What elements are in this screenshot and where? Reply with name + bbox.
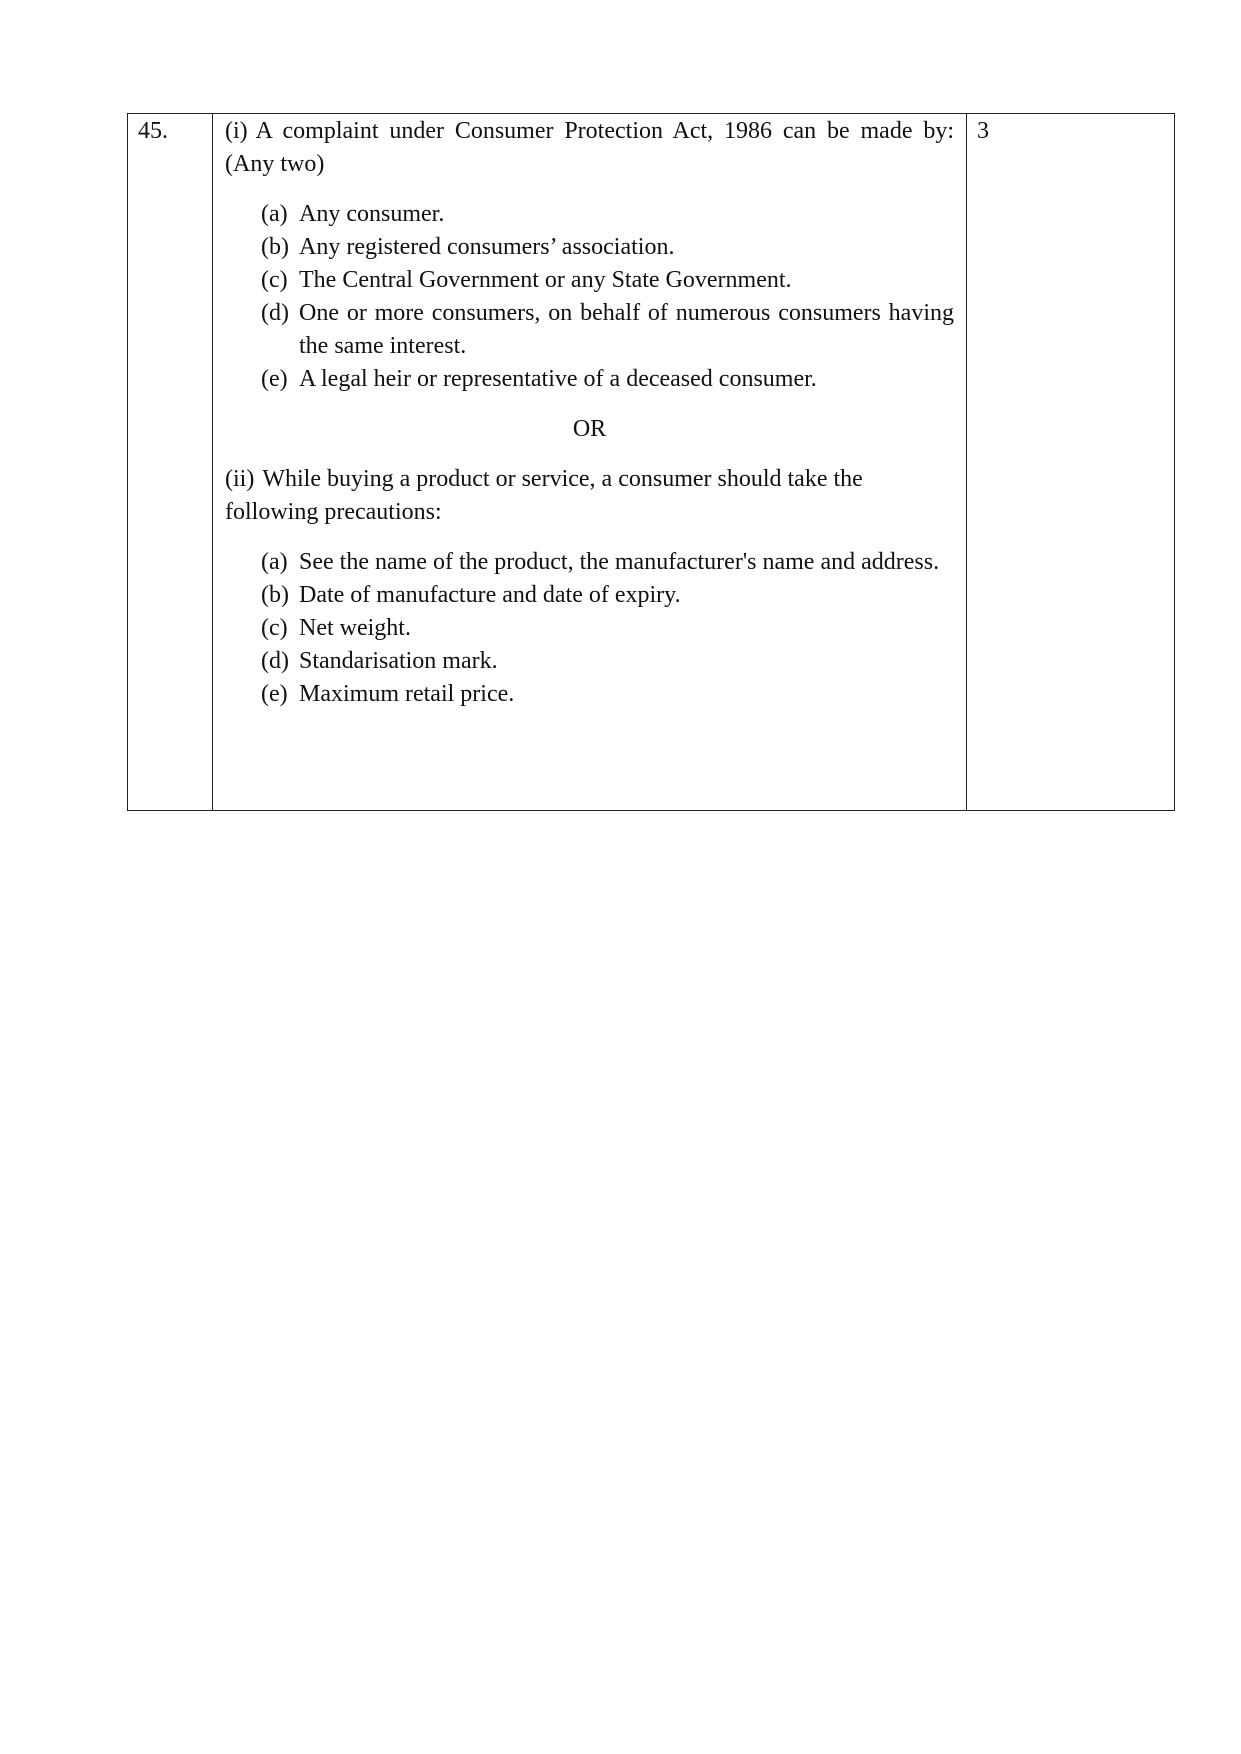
part-ii-text: While buying a product or service, a consumer should take the following precautions: [225, 466, 863, 525]
part-ii-list [261, 546, 954, 711]
or-separator: OR [572, 416, 607, 442]
list-marker: (d) [261, 648, 289, 674]
list-item [261, 678, 954, 711]
list-marker: (a) [261, 201, 288, 227]
list-marker: (b) [261, 234, 289, 260]
list-item [261, 645, 954, 678]
list-item [261, 231, 954, 264]
list-marker: (c) [261, 267, 288, 293]
list-item [261, 198, 954, 231]
list-item-text: Date of manufacture and date of expiry. [299, 582, 681, 608]
question-number: 45. [128, 114, 213, 811]
part-i-list [261, 198, 954, 396]
list-item [261, 264, 954, 297]
list-marker: (e) [261, 681, 288, 707]
list-item-text: Any registered consumers’ association. [299, 234, 675, 260]
list-item-text: A legal heir or representative of a deceased consumer. [299, 366, 817, 392]
list-item [261, 612, 954, 645]
list-marker: (a) [261, 549, 288, 575]
part-i-label: (i) [225, 118, 248, 144]
list-item [261, 546, 954, 579]
marks-cell: 3 [967, 114, 1175, 811]
part-ii-intro [225, 463, 954, 529]
part-i-intro [225, 115, 954, 181]
answer-cell [213, 114, 967, 811]
list-marker: (b) [261, 582, 289, 608]
list-item [261, 579, 954, 612]
list-item-text: Any consumer. [299, 201, 445, 227]
part-ii-label: (ii) [225, 466, 255, 492]
list-item [261, 363, 954, 396]
list-item-text: The Central Government or any State Government. [299, 267, 792, 293]
list-item-text: Maximum retail price. [299, 681, 515, 707]
list-marker: (d) [261, 300, 289, 326]
list-item-text: Standarisation mark. [299, 648, 498, 674]
list-marker: (c) [261, 615, 288, 641]
list-marker: (e) [261, 366, 288, 392]
answer-table [127, 113, 1175, 811]
part-i-text: A complaint under Consumer Protection Act, 1986 can be made by: (Any two) [225, 118, 954, 177]
table-row [128, 114, 1175, 811]
list-item-text: See the name of the product, the manufacturer's name and address. [299, 549, 940, 575]
list-item-text: One or more consumers, on behalf of numerous consumers having the same interest. [299, 300, 954, 359]
list-item-text: Net weight. [299, 615, 411, 641]
list-item [261, 297, 954, 363]
